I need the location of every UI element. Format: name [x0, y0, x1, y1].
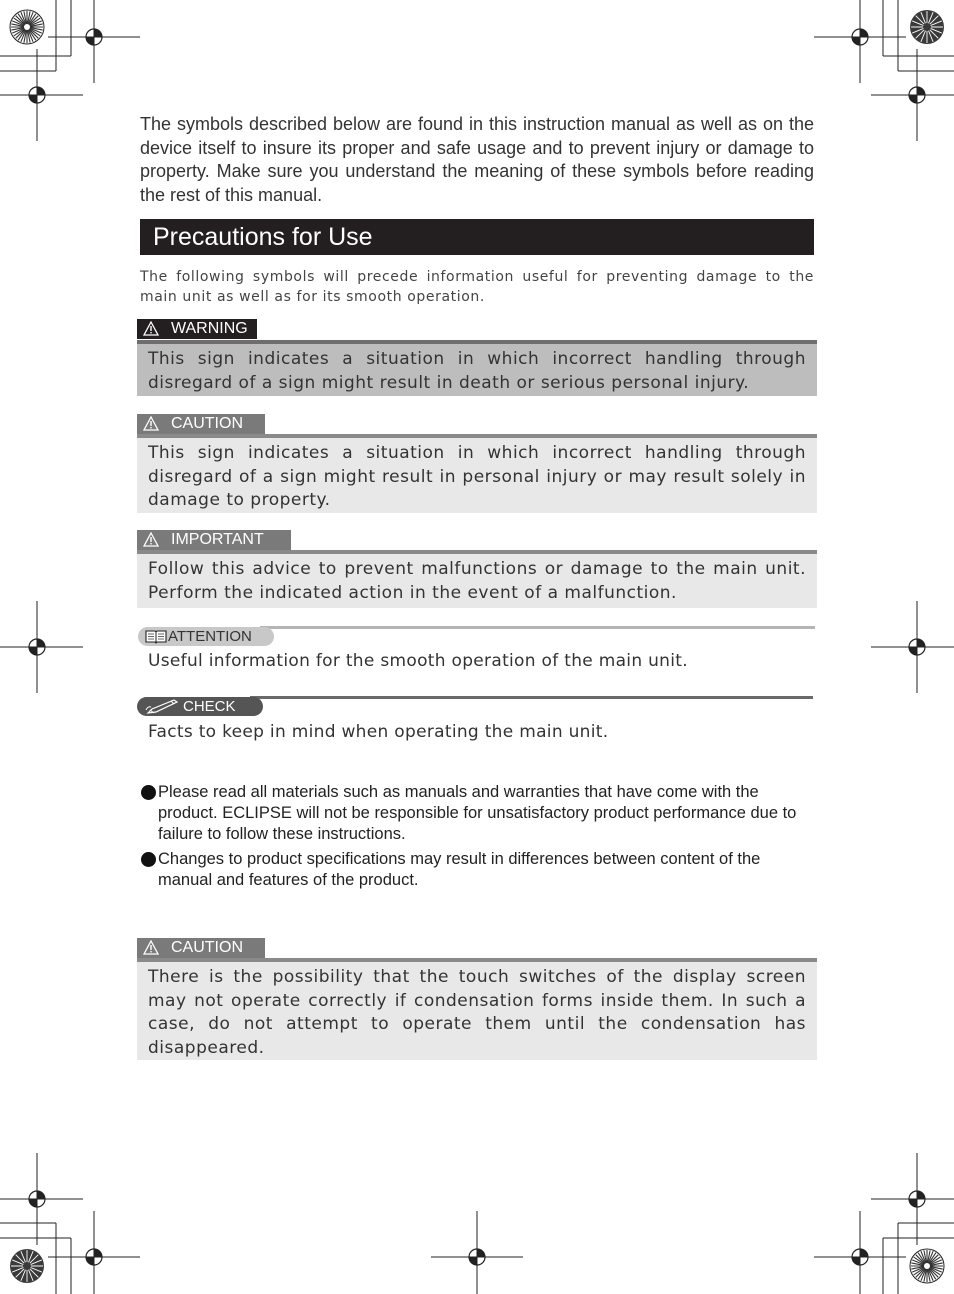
warning-triangle-icon	[143, 940, 159, 955]
pencil-check-icon	[144, 698, 180, 715]
warning-label-text: WARNING	[171, 320, 248, 337]
important-text: Follow this advice to prevent malfunctions or damage to the main unit. Perform the indicated action in the event of a malfunction.	[148, 559, 806, 603]
caution-notice-box	[137, 962, 817, 1060]
attention-rule	[260, 626, 815, 629]
caution-notice-label-text: CAUTION	[171, 939, 243, 956]
caution-label-text: CAUTION	[171, 415, 243, 432]
warning-box	[137, 344, 817, 396]
check-text: Facts to keep in mind when operating the main unit.	[148, 722, 609, 742]
list-item	[140, 849, 812, 891]
caution-label	[137, 414, 265, 434]
caution-box	[137, 438, 817, 513]
warning-text: This sign indicates a situation in which incorrect handling through disregard of a sign might result in death or serious personal injury.	[148, 349, 806, 393]
warning-triangle-icon	[143, 416, 159, 431]
important-label-text: IMPORTANT	[171, 531, 264, 548]
important-box	[137, 554, 817, 608]
attention-label	[138, 627, 274, 646]
notes-list	[140, 782, 812, 895]
caution-notice-text: There is the possibility that the touch switches of the display screen may not operate correctly if condensation forms inside them. In such a case, do not attempt to operate them until the condensation has disappeared.	[148, 967, 806, 1058]
warning-triangle-icon	[143, 321, 159, 336]
important-label	[137, 530, 291, 550]
note-text: Please read all materials such as manuals and warranties that have come with the product. ECLIPSE will not be responsible for unsatisfactory product performance due to failure to follow these instructions.	[158, 783, 797, 843]
list-item	[140, 782, 812, 845]
attention-label-text: ATTENTION	[168, 628, 252, 645]
book-icon	[145, 629, 167, 644]
attention-text: Useful information for the smooth operation of the main unit.	[148, 651, 688, 671]
check-label	[137, 697, 263, 716]
bullet-icon	[141, 852, 156, 867]
warning-triangle-icon	[143, 532, 159, 547]
check-rule	[250, 696, 813, 699]
warning-label	[137, 319, 257, 339]
note-text: Changes to product specifications may result in differences between content of the manual and features of the product.	[158, 850, 761, 889]
check-label-text: CHECK	[183, 698, 236, 715]
caution-text: This sign indicates a situation in which incorrect handling through disregard of a sign might result in personal injury or may result solely in damage to property.	[148, 443, 806, 510]
caution-notice-label	[137, 938, 265, 958]
intro-paragraph: The symbols described below are found in this instruction manual as well as on the device itself to insure its proper and safe usage and to prevent injury or damage to property. Make sure you understand the meaning of these symbols before reading the rest of this manual.	[140, 114, 814, 205]
section-subtitle: The following symbols will precede information useful for preventing damage to the main unit as well as for its smooth operation.	[140, 269, 814, 305]
section-title: Precautions for Use	[140, 219, 814, 255]
bullet-icon	[141, 785, 156, 800]
